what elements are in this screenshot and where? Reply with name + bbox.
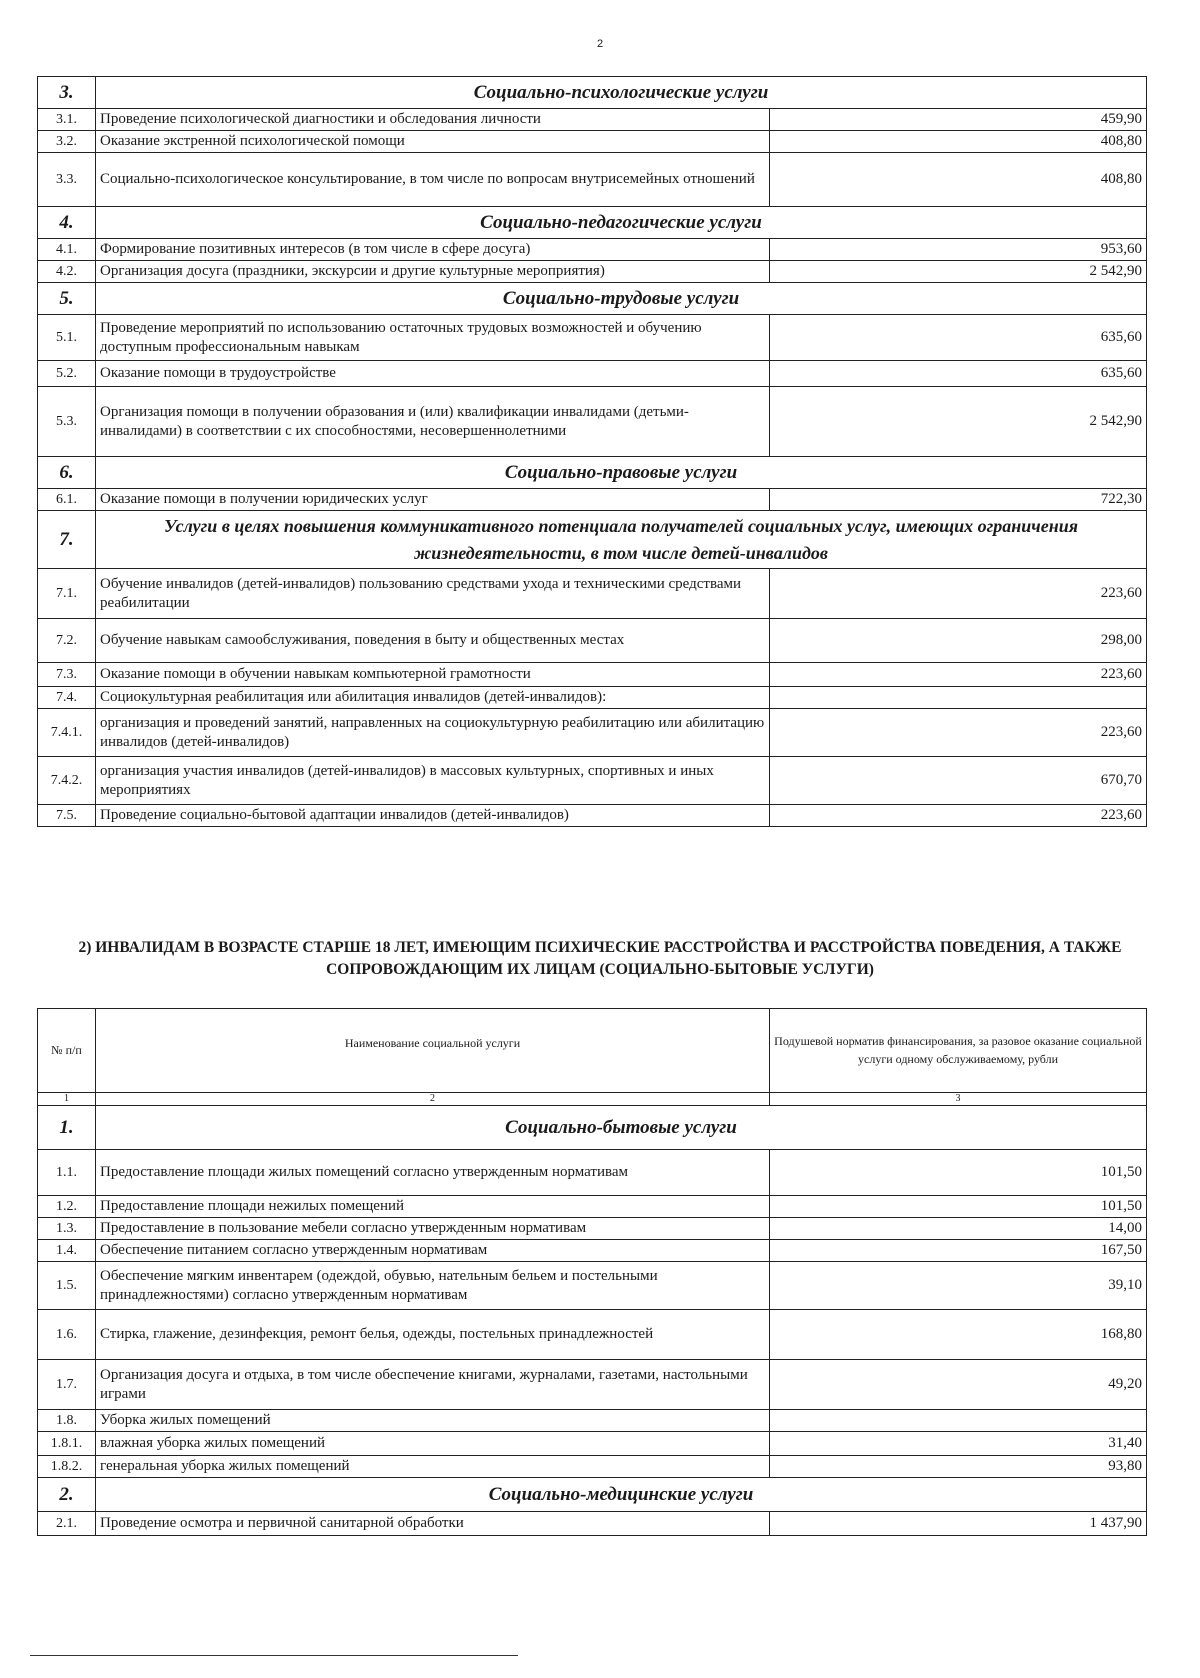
section-number: 3. [38, 77, 96, 109]
service-name: Проведение психологической диагностики и обследования личности [96, 109, 770, 131]
header-col-name: Наименование социальной услуги [96, 1009, 770, 1093]
row-number: 3.2. [38, 131, 96, 153]
table-row [38, 1432, 1147, 1456]
column-index: 2 [96, 1093, 770, 1106]
table-row [38, 387, 1147, 457]
row-number: 7.4.2. [38, 757, 96, 805]
service-value: 408,80 [770, 131, 1147, 153]
row-number: 4.1. [38, 239, 96, 261]
section-title: Социально-психологические услуги [96, 77, 1147, 109]
table-row [38, 687, 1147, 709]
table-row [38, 709, 1147, 757]
row-number: 4.2. [38, 261, 96, 283]
table-row [38, 1150, 1147, 1196]
service-name: Обеспечение питанием согласно утвержденным нормативам [96, 1240, 770, 1262]
service-value: 223,60 [770, 805, 1147, 827]
service-name: Предоставление площади нежилых помещений [96, 1196, 770, 1218]
service-value: 953,60 [770, 239, 1147, 261]
column-index: 1 [38, 1093, 96, 1106]
section-row [38, 207, 1147, 239]
service-value: 223,60 [770, 709, 1147, 757]
service-name: Проведение осмотра и первичной санитарной обработки [96, 1512, 770, 1536]
table-row [38, 1512, 1147, 1536]
row-number: 1.5. [38, 1262, 96, 1310]
section-title: Социально-трудовые услуги [96, 283, 1147, 315]
service-name: влажная уборка жилых помещений [96, 1432, 770, 1456]
section-number: 1. [38, 1106, 96, 1150]
section2-heading: 2) ИНВАЛИДАМ В ВОЗРАСТЕ СТАРШЕ 18 ЛЕТ, ИМЕЮЩИМ ПСИХИЧЕСКИЕ РАССТРОЙСТВА И РАССТРОЙСТВА ПОВЕДЕНИЯ, А ТАКЖЕ СОПРОВОЖДАЮЩИМ ИХ ЛИЦАМ (СОЦИАЛЬНО-БЫТОВЫЕ УСЛУГИ) [78, 939, 1122, 979]
service-name: Оказание помощи в трудоустройстве [96, 361, 770, 387]
table-row [38, 1456, 1147, 1478]
row-number: 7.3. [38, 663, 96, 687]
service-name: Оказание экстренной психологической помощи [96, 131, 770, 153]
service-value: 49,20 [770, 1360, 1147, 1410]
service-value: 635,60 [770, 315, 1147, 361]
service-value: 408,80 [770, 153, 1147, 207]
row-number: 1.1. [38, 1150, 96, 1196]
service-value: 1 437,90 [770, 1512, 1147, 1536]
services-table-part1 [37, 76, 1147, 827]
table-row [38, 757, 1147, 805]
row-number: 2.1. [38, 1512, 96, 1536]
row-number: 1.8. [38, 1410, 96, 1432]
service-value: 298,00 [770, 619, 1147, 663]
section-number: 2. [38, 1478, 96, 1512]
service-name: Оказание помощи в обучении навыкам компьютерной грамотности [96, 663, 770, 687]
service-name: Проведение социально-бытовой адаптации инвалидов (детей-инвалидов) [96, 805, 770, 827]
row-number: 1.4. [38, 1240, 96, 1262]
column-index-row [38, 1093, 1147, 1106]
row-number: 7.4.1. [38, 709, 96, 757]
service-name: Уборка жилых помещений [96, 1410, 770, 1432]
table-row [38, 153, 1147, 207]
service-name: Проведение мероприятий по использованию остаточных трудовых возможностей и обучению доступным профессиональным навыкам [96, 315, 770, 361]
table-row [38, 361, 1147, 387]
section-row [38, 77, 1147, 109]
section-title: Социально-правовые услуги [96, 457, 1147, 489]
service-value: 101,50 [770, 1150, 1147, 1196]
service-name: Предоставление в пользование мебели согласно утвержденным нормативам [96, 1218, 770, 1240]
service-value: 2 542,90 [770, 387, 1147, 457]
section-title: Социально-бытовые услуги [96, 1106, 1147, 1150]
table-row [38, 489, 1147, 511]
footnote-divider [30, 1655, 518, 1656]
section-row [38, 457, 1147, 489]
services-table-part2 [37, 1008, 1147, 1536]
section-number: 5. [38, 283, 96, 315]
service-name: Формирование позитивных интересов (в том числе в сфере досуга) [96, 239, 770, 261]
service-name: генеральная уборка жилых помещений [96, 1456, 770, 1478]
row-number: 5.1. [38, 315, 96, 361]
section-row [38, 511, 1147, 569]
row-number: 1.8.1. [38, 1432, 96, 1456]
service-name: Организация досуга (праздники, экскурсии и другие культурные мероприятия) [96, 261, 770, 283]
row-number: 1.8.2. [38, 1456, 96, 1478]
service-name: организация и проведений занятий, направленных на социокультурную реабилитацию или абилитацию инвалидов (детей-инвалидов) [96, 709, 770, 757]
service-name: Организация досуга и отдыха, в том числе обеспечение книгами, журналами, газетами, настольными играми [96, 1360, 770, 1410]
section-title: Услуги в целях повышения коммуникативного потенциала получателей социальных услуг, имеющих ограничения жизнедеятельности, в том числе детей-инвалидов [96, 511, 1147, 569]
service-name: Стирка, глажение, дезинфекция, ремонт белья, одежды, постельных принадлежностей [96, 1310, 770, 1360]
section-row [38, 1478, 1147, 1512]
service-name: Организация помощи в получении образования и (или) квалификации инвалидами (детьми-инвалидами) в соответствии с их способностями, несовершеннолетними [96, 387, 770, 457]
row-number: 3.1. [38, 109, 96, 131]
service-value: 223,60 [770, 663, 1147, 687]
service-name: Предоставление площади жилых помещений согласно утвержденным нормативам [96, 1150, 770, 1196]
section-row [38, 1106, 1147, 1150]
service-value: 2 542,90 [770, 261, 1147, 283]
service-name: Оказание помощи в получении юридических услуг [96, 489, 770, 511]
header-col-value: Подушевой норматив финансирования, за разовое оказание социальной услуги одному обслуживаемому, рубли [770, 1009, 1147, 1093]
service-value [770, 1410, 1147, 1432]
row-number: 5.3. [38, 387, 96, 457]
table-row [38, 131, 1147, 153]
row-number: 1.6. [38, 1310, 96, 1360]
row-number: 7.2. [38, 619, 96, 663]
row-number: 1.2. [38, 1196, 96, 1218]
service-name: Социально-психологическое консультирование, в том числе по вопросам внутрисемейных отношений [96, 153, 770, 207]
service-value: 39,10 [770, 1262, 1147, 1310]
table-row [38, 261, 1147, 283]
row-number: 1.7. [38, 1360, 96, 1410]
service-value: 167,50 [770, 1240, 1147, 1262]
service-name: организация участия инвалидов (детей-инвалидов) в массовых культурных, спортивных и иных мероприятиях [96, 757, 770, 805]
service-name: Обучение навыкам самообслуживания, поведения в быту и общественных местах [96, 619, 770, 663]
page-number: 2 [596, 38, 604, 50]
table-row [38, 1196, 1147, 1218]
table-row [38, 1218, 1147, 1240]
service-value [770, 687, 1147, 709]
section-title: Социально-педагогические услуги [96, 207, 1147, 239]
service-name: Обучение инвалидов (детей-инвалидов) пользованию средствами ухода и техническими средствами реабилитации [96, 569, 770, 619]
row-number: 1.3. [38, 1218, 96, 1240]
table-row [38, 1410, 1147, 1432]
service-value: 14,00 [770, 1218, 1147, 1240]
service-value: 223,60 [770, 569, 1147, 619]
section-row [38, 283, 1147, 315]
service-value: 31,40 [770, 1432, 1147, 1456]
service-value: 459,90 [770, 109, 1147, 131]
services-table-part2-body [38, 1009, 1147, 1536]
row-number: 7.4. [38, 687, 96, 709]
section-number: 7. [38, 511, 96, 569]
table-row [38, 315, 1147, 361]
services-table-part1-body [38, 77, 1147, 827]
table-row [38, 109, 1147, 131]
table-row [38, 619, 1147, 663]
service-value: 168,80 [770, 1310, 1147, 1360]
table-row [38, 1262, 1147, 1310]
table-row [38, 569, 1147, 619]
table-row [38, 239, 1147, 261]
section-number: 6. [38, 457, 96, 489]
row-number: 7.5. [38, 805, 96, 827]
row-number: 3.3. [38, 153, 96, 207]
row-number: 6.1. [38, 489, 96, 511]
table-row [38, 1360, 1147, 1410]
service-name: Обеспечение мягким инвентарем (одеждой, обувью, нательным бельем и постельными принадлежностями) согласно утвержденным нормативам [96, 1262, 770, 1310]
header-col-num: № п/п [38, 1009, 96, 1093]
section-number: 4. [38, 207, 96, 239]
service-name: Социокультурная реабилитация или абилитация инвалидов (детей-инвалидов): [96, 687, 770, 709]
column-index: 3 [770, 1093, 1147, 1106]
table-header-row [38, 1009, 1147, 1093]
table-row [38, 1310, 1147, 1360]
table-row [38, 805, 1147, 827]
row-number: 5.2. [38, 361, 96, 387]
row-number: 7.1. [38, 569, 96, 619]
table-row [38, 663, 1147, 687]
section-title: Социально-медицинские услуги [96, 1478, 1147, 1512]
table-row [38, 1240, 1147, 1262]
service-value: 722,30 [770, 489, 1147, 511]
service-value: 670,70 [770, 757, 1147, 805]
service-value: 93,80 [770, 1456, 1147, 1478]
service-value: 101,50 [770, 1196, 1147, 1218]
service-value: 635,60 [770, 361, 1147, 387]
